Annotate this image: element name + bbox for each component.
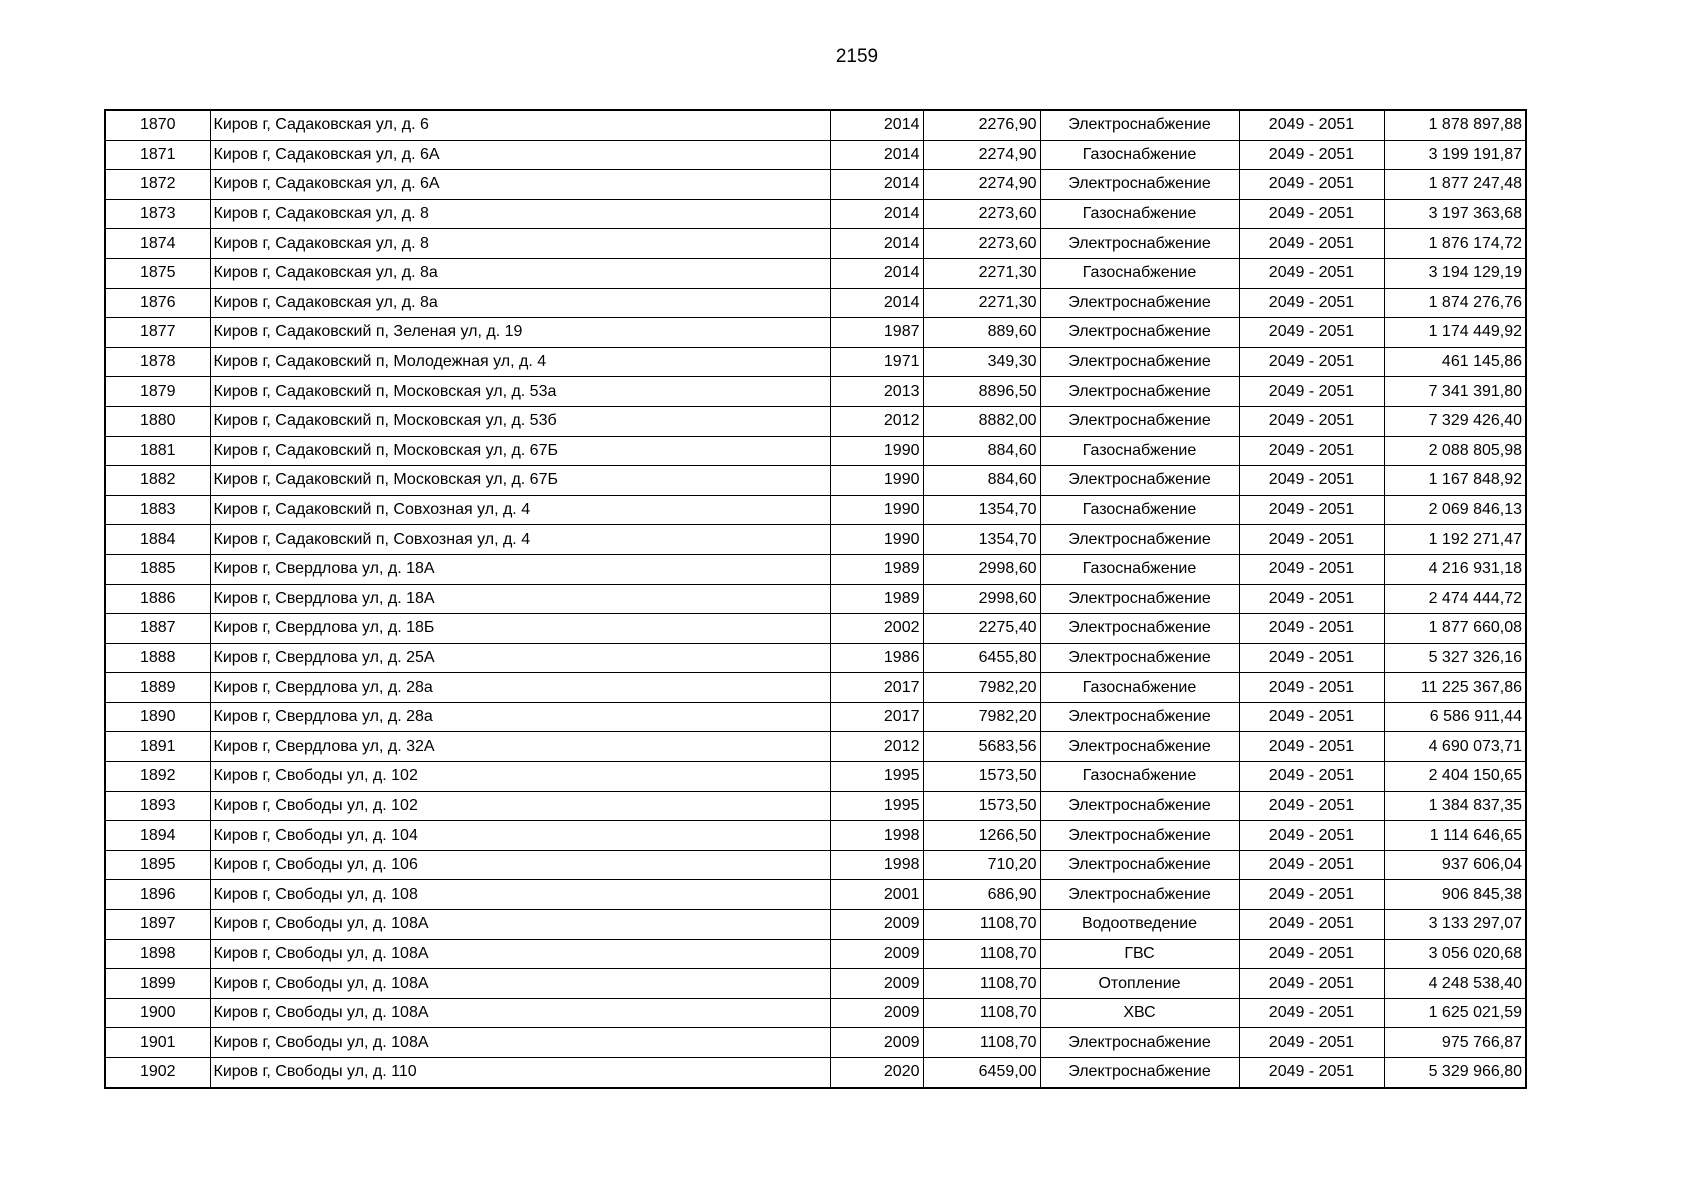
row-number-cell: 1887	[105, 614, 210, 644]
table-row	[105, 406, 1526, 436]
address-cell: Киров г, Садаковский п, Совхозная ул, д. 4	[210, 525, 830, 555]
year-cell: 2017	[830, 673, 923, 703]
cost-cell: 4 216 931,18	[1384, 554, 1526, 584]
service-cell: Электроснабжение	[1040, 614, 1239, 644]
row-number-cell: 1899	[105, 969, 210, 999]
period-cell: 2049 - 2051	[1239, 821, 1384, 851]
table-row	[105, 1058, 1526, 1088]
year-cell: 1987	[830, 318, 923, 348]
cost-cell: 7 329 426,40	[1384, 406, 1526, 436]
area-cell: 6455,80	[923, 643, 1040, 673]
year-cell: 2014	[830, 199, 923, 229]
table-row	[105, 436, 1526, 466]
area-cell: 1354,70	[923, 495, 1040, 525]
area-cell: 2998,60	[923, 584, 1040, 614]
area-cell: 2998,60	[923, 554, 1040, 584]
address-cell: Киров г, Свободы ул, д. 108А	[210, 939, 830, 969]
cost-cell: 5 327 326,16	[1384, 643, 1526, 673]
table-row	[105, 998, 1526, 1028]
period-cell: 2049 - 2051	[1239, 1028, 1384, 1058]
table-row	[105, 288, 1526, 318]
service-cell: ХВС	[1040, 998, 1239, 1028]
address-cell: Киров г, Свободы ул, д. 108А	[210, 969, 830, 999]
address-cell: Киров г, Свободы ул, д. 110	[210, 1058, 830, 1088]
cost-cell: 2 404 150,65	[1384, 762, 1526, 792]
service-cell: Электроснабжение	[1040, 732, 1239, 762]
address-cell: Киров г, Садаковская ул, д. 6А	[210, 140, 830, 170]
service-cell: Электроснабжение	[1040, 377, 1239, 407]
cost-cell: 5 329 966,80	[1384, 1058, 1526, 1088]
period-cell: 2049 - 2051	[1239, 318, 1384, 348]
area-cell: 2273,60	[923, 199, 1040, 229]
period-cell: 2049 - 2051	[1239, 495, 1384, 525]
cost-cell: 3 056 020,68	[1384, 939, 1526, 969]
period-cell: 2049 - 2051	[1239, 1058, 1384, 1088]
row-number-cell: 1882	[105, 466, 210, 496]
row-number-cell: 1876	[105, 288, 210, 318]
period-cell: 2049 - 2051	[1239, 880, 1384, 910]
address-cell: Киров г, Свердлова ул, д. 28а	[210, 673, 830, 703]
area-cell: 884,60	[923, 436, 1040, 466]
area-cell: 1266,50	[923, 821, 1040, 851]
area-cell: 2274,90	[923, 170, 1040, 200]
cost-cell: 3 133 297,07	[1384, 910, 1526, 940]
page-number: 2159	[835, 46, 879, 67]
cost-cell: 937 606,04	[1384, 850, 1526, 880]
table-row	[105, 850, 1526, 880]
table-row	[105, 673, 1526, 703]
row-number-cell: 1889	[105, 673, 210, 703]
year-cell: 2002	[830, 614, 923, 644]
service-cell: Электроснабжение	[1040, 880, 1239, 910]
area-cell: 7982,20	[923, 702, 1040, 732]
address-cell: Киров г, Садаковская ул, д. 8	[210, 229, 830, 259]
row-number-cell: 1888	[105, 643, 210, 673]
cost-cell: 1 167 848,92	[1384, 466, 1526, 496]
area-cell: 5683,56	[923, 732, 1040, 762]
address-cell: Киров г, Садаковская ул, д. 8а	[210, 258, 830, 288]
row-number-cell: 1897	[105, 910, 210, 940]
row-number-cell: 1891	[105, 732, 210, 762]
year-cell: 2020	[830, 1058, 923, 1088]
service-cell: Отопление	[1040, 969, 1239, 999]
area-cell: 1108,70	[923, 910, 1040, 940]
cost-cell: 1 625 021,59	[1384, 998, 1526, 1028]
service-cell: Газоснабжение	[1040, 554, 1239, 584]
table-row	[105, 732, 1526, 762]
period-cell: 2049 - 2051	[1239, 466, 1384, 496]
year-cell: 1989	[830, 584, 923, 614]
cost-cell: 1 192 271,47	[1384, 525, 1526, 555]
table-row	[105, 643, 1526, 673]
address-cell: Киров г, Садаковский п, Зеленая ул, д. 19	[210, 318, 830, 348]
area-cell: 2271,30	[923, 288, 1040, 318]
address-cell: Киров г, Свердлова ул, д. 32А	[210, 732, 830, 762]
table-row	[105, 939, 1526, 969]
service-cell: Электроснабжение	[1040, 702, 1239, 732]
table-row	[105, 525, 1526, 555]
year-cell: 1990	[830, 466, 923, 496]
service-cell: Газоснабжение	[1040, 762, 1239, 792]
year-cell: 2014	[830, 110, 923, 140]
row-number-cell: 1881	[105, 436, 210, 466]
service-cell: Электроснабжение	[1040, 1058, 1239, 1088]
table-row	[105, 554, 1526, 584]
period-cell: 2049 - 2051	[1239, 406, 1384, 436]
table-row	[105, 170, 1526, 200]
period-cell: 2049 - 2051	[1239, 110, 1384, 140]
table-row	[105, 495, 1526, 525]
row-number-cell: 1883	[105, 495, 210, 525]
table-body	[105, 110, 1526, 1088]
period-cell: 2049 - 2051	[1239, 939, 1384, 969]
row-number-cell: 1890	[105, 702, 210, 732]
cost-cell: 4 690 073,71	[1384, 732, 1526, 762]
table-row	[105, 1028, 1526, 1058]
table-row	[105, 880, 1526, 910]
period-cell: 2049 - 2051	[1239, 377, 1384, 407]
address-cell: Киров г, Садаковский п, Московская ул, д. 53б	[210, 406, 830, 436]
year-cell: 2009	[830, 939, 923, 969]
service-cell: Газоснабжение	[1040, 258, 1239, 288]
cost-cell: 11 225 367,86	[1384, 673, 1526, 703]
area-cell: 710,20	[923, 850, 1040, 880]
year-cell: 2013	[830, 377, 923, 407]
table-row	[105, 229, 1526, 259]
area-cell: 2276,90	[923, 110, 1040, 140]
service-cell: Электроснабжение	[1040, 850, 1239, 880]
service-cell: Газоснабжение	[1040, 673, 1239, 703]
period-cell: 2049 - 2051	[1239, 199, 1384, 229]
period-cell: 2049 - 2051	[1239, 850, 1384, 880]
cost-cell: 1 876 174,72	[1384, 229, 1526, 259]
year-cell: 1998	[830, 850, 923, 880]
period-cell: 2049 - 2051	[1239, 673, 1384, 703]
service-cell: Электроснабжение	[1040, 288, 1239, 318]
year-cell: 1990	[830, 495, 923, 525]
table-row	[105, 258, 1526, 288]
table-row	[105, 199, 1526, 229]
year-cell: 1990	[830, 525, 923, 555]
year-cell: 2012	[830, 732, 923, 762]
address-cell: Киров г, Садаковская ул, д. 6	[210, 110, 830, 140]
area-cell: 1573,50	[923, 791, 1040, 821]
table-row	[105, 466, 1526, 496]
address-cell: Киров г, Садаковский п, Московская ул, д. 53а	[210, 377, 830, 407]
service-cell: Газоснабжение	[1040, 199, 1239, 229]
period-cell: 2049 - 2051	[1239, 170, 1384, 200]
year-cell: 1986	[830, 643, 923, 673]
period-cell: 2049 - 2051	[1239, 347, 1384, 377]
year-cell: 2009	[830, 998, 923, 1028]
address-cell: Киров г, Садаковская ул, д. 8а	[210, 288, 830, 318]
table-row	[105, 614, 1526, 644]
row-number-cell: 1886	[105, 584, 210, 614]
service-cell: Газоснабжение	[1040, 495, 1239, 525]
year-cell: 2009	[830, 910, 923, 940]
table-row	[105, 910, 1526, 940]
row-number-cell: 1880	[105, 406, 210, 436]
area-cell: 8882,00	[923, 406, 1040, 436]
service-cell: Электроснабжение	[1040, 466, 1239, 496]
area-cell: 7982,20	[923, 673, 1040, 703]
period-cell: 2049 - 2051	[1239, 702, 1384, 732]
address-cell: Киров г, Свердлова ул, д. 18А	[210, 584, 830, 614]
address-cell: Киров г, Свердлова ул, д. 28а	[210, 702, 830, 732]
address-cell: Киров г, Свободы ул, д. 102	[210, 762, 830, 792]
service-cell: Электроснабжение	[1040, 229, 1239, 259]
address-cell: Киров г, Свердлова ул, д. 18А	[210, 554, 830, 584]
row-number-cell: 1902	[105, 1058, 210, 1088]
area-cell: 1108,70	[923, 1028, 1040, 1058]
area-cell: 1354,70	[923, 525, 1040, 555]
address-cell: Киров г, Свердлова ул, д. 18Б	[210, 614, 830, 644]
cost-cell: 1 874 276,76	[1384, 288, 1526, 318]
period-cell: 2049 - 2051	[1239, 998, 1384, 1028]
table-row	[105, 821, 1526, 851]
service-cell: Электроснабжение	[1040, 791, 1239, 821]
cost-cell: 1 174 449,92	[1384, 318, 1526, 348]
row-number-cell: 1875	[105, 258, 210, 288]
year-cell: 2017	[830, 702, 923, 732]
year-cell: 2014	[830, 288, 923, 318]
row-number-cell: 1870	[105, 110, 210, 140]
service-cell: Электроснабжение	[1040, 347, 1239, 377]
service-cell: Газоснабжение	[1040, 436, 1239, 466]
service-cell: ГВС	[1040, 939, 1239, 969]
table-row	[105, 702, 1526, 732]
area-cell: 2273,60	[923, 229, 1040, 259]
area-cell: 8896,50	[923, 377, 1040, 407]
row-number-cell: 1895	[105, 850, 210, 880]
area-cell: 2275,40	[923, 614, 1040, 644]
cost-cell: 4 248 538,40	[1384, 969, 1526, 999]
table-row	[105, 969, 1526, 999]
cost-cell: 1 878 897,88	[1384, 110, 1526, 140]
period-cell: 2049 - 2051	[1239, 791, 1384, 821]
table-row	[105, 347, 1526, 377]
service-cell: Газоснабжение	[1040, 140, 1239, 170]
row-number-cell: 1900	[105, 998, 210, 1028]
table-row	[105, 140, 1526, 170]
year-cell: 1990	[830, 436, 923, 466]
area-cell: 889,60	[923, 318, 1040, 348]
row-number-cell: 1885	[105, 554, 210, 584]
address-cell: Киров г, Свободы ул, д. 108А	[210, 998, 830, 1028]
cost-cell: 3 199 191,87	[1384, 140, 1526, 170]
address-cell: Киров г, Садаковский п, Совхозная ул, д. 4	[210, 495, 830, 525]
row-number-cell: 1892	[105, 762, 210, 792]
year-cell: 2009	[830, 1028, 923, 1058]
cost-cell: 975 766,87	[1384, 1028, 1526, 1058]
year-cell: 2001	[830, 880, 923, 910]
row-number-cell: 1877	[105, 318, 210, 348]
address-cell: Киров г, Садаковская ул, д. 6А	[210, 170, 830, 200]
area-cell: 884,60	[923, 466, 1040, 496]
row-number-cell: 1896	[105, 880, 210, 910]
period-cell: 2049 - 2051	[1239, 643, 1384, 673]
period-cell: 2049 - 2051	[1239, 910, 1384, 940]
address-cell: Киров г, Свободы ул, д. 108А	[210, 1028, 830, 1058]
year-cell: 1995	[830, 762, 923, 792]
period-cell: 2049 - 2051	[1239, 288, 1384, 318]
period-cell: 2049 - 2051	[1239, 732, 1384, 762]
row-number-cell: 1878	[105, 347, 210, 377]
period-cell: 2049 - 2051	[1239, 762, 1384, 792]
row-number-cell: 1894	[105, 821, 210, 851]
table-row	[105, 791, 1526, 821]
service-cell: Электроснабжение	[1040, 821, 1239, 851]
cost-cell: 1 384 837,35	[1384, 791, 1526, 821]
cost-cell: 7 341 391,80	[1384, 377, 1526, 407]
area-cell: 1108,70	[923, 939, 1040, 969]
cost-cell: 6 586 911,44	[1384, 702, 1526, 732]
service-cell: Электроснабжение	[1040, 643, 1239, 673]
service-cell: Электроснабжение	[1040, 170, 1239, 200]
row-number-cell: 1884	[105, 525, 210, 555]
address-cell: Киров г, Свободы ул, д. 108	[210, 880, 830, 910]
year-cell: 2014	[830, 170, 923, 200]
period-cell: 2049 - 2051	[1239, 140, 1384, 170]
address-cell: Киров г, Свердлова ул, д. 25А	[210, 643, 830, 673]
cost-cell: 3 197 363,68	[1384, 199, 1526, 229]
address-cell: Киров г, Садаковский п, Московская ул, д. 67Б	[210, 466, 830, 496]
cost-cell: 1 114 646,65	[1384, 821, 1526, 851]
cost-cell: 2 069 846,13	[1384, 495, 1526, 525]
service-cell: Электроснабжение	[1040, 584, 1239, 614]
period-cell: 2049 - 2051	[1239, 258, 1384, 288]
year-cell: 2014	[830, 258, 923, 288]
row-number-cell: 1901	[105, 1028, 210, 1058]
year-cell: 1989	[830, 554, 923, 584]
area-cell: 1108,70	[923, 969, 1040, 999]
cost-cell: 906 845,38	[1384, 880, 1526, 910]
area-cell: 1573,50	[923, 762, 1040, 792]
year-cell: 2014	[830, 140, 923, 170]
area-cell: 6459,00	[923, 1058, 1040, 1088]
table-row	[105, 762, 1526, 792]
period-cell: 2049 - 2051	[1239, 525, 1384, 555]
cost-cell: 461 145,86	[1384, 347, 1526, 377]
area-cell: 2271,30	[923, 258, 1040, 288]
table-row	[105, 318, 1526, 348]
table-row	[105, 584, 1526, 614]
address-cell: Киров г, Свободы ул, д. 106	[210, 850, 830, 880]
cost-cell: 2 474 444,72	[1384, 584, 1526, 614]
cost-cell: 2 088 805,98	[1384, 436, 1526, 466]
table-row	[105, 110, 1526, 140]
address-cell: Киров г, Садаковская ул, д. 8	[210, 199, 830, 229]
year-cell: 1995	[830, 791, 923, 821]
address-cell: Киров г, Свободы ул, д. 108А	[210, 910, 830, 940]
row-number-cell: 1873	[105, 199, 210, 229]
period-cell: 2049 - 2051	[1239, 229, 1384, 259]
service-cell: Электроснабжение	[1040, 318, 1239, 348]
row-number-cell: 1893	[105, 791, 210, 821]
service-cell: Электроснабжение	[1040, 406, 1239, 436]
cost-cell: 3 194 129,19	[1384, 258, 1526, 288]
row-number-cell: 1898	[105, 939, 210, 969]
year-cell: 1998	[830, 821, 923, 851]
cost-cell: 1 877 660,08	[1384, 614, 1526, 644]
period-cell: 2049 - 2051	[1239, 584, 1384, 614]
period-cell: 2049 - 2051	[1239, 554, 1384, 584]
year-cell: 2012	[830, 406, 923, 436]
year-cell: 1971	[830, 347, 923, 377]
row-number-cell: 1874	[105, 229, 210, 259]
address-cell: Киров г, Свободы ул, д. 102	[210, 791, 830, 821]
year-cell: 2014	[830, 229, 923, 259]
year-cell: 2009	[830, 969, 923, 999]
row-number-cell: 1871	[105, 140, 210, 170]
buildings-table	[104, 109, 1527, 1089]
area-cell: 349,30	[923, 347, 1040, 377]
table-row	[105, 377, 1526, 407]
area-cell: 1108,70	[923, 998, 1040, 1028]
period-cell: 2049 - 2051	[1239, 969, 1384, 999]
address-cell: Киров г, Свободы ул, д. 104	[210, 821, 830, 851]
address-cell: Киров г, Садаковский п, Молодежная ул, д. 4	[210, 347, 830, 377]
service-cell: Электроснабжение	[1040, 110, 1239, 140]
row-number-cell: 1872	[105, 170, 210, 200]
period-cell: 2049 - 2051	[1239, 614, 1384, 644]
row-number-cell: 1879	[105, 377, 210, 407]
area-cell: 2274,90	[923, 140, 1040, 170]
service-cell: Электроснабжение	[1040, 1028, 1239, 1058]
cost-cell: 1 877 247,48	[1384, 170, 1526, 200]
area-cell: 686,90	[923, 880, 1040, 910]
service-cell: Электроснабжение	[1040, 525, 1239, 555]
address-cell: Киров г, Садаковский п, Московская ул, д. 67Б	[210, 436, 830, 466]
period-cell: 2049 - 2051	[1239, 436, 1384, 466]
service-cell: Водоотведение	[1040, 910, 1239, 940]
